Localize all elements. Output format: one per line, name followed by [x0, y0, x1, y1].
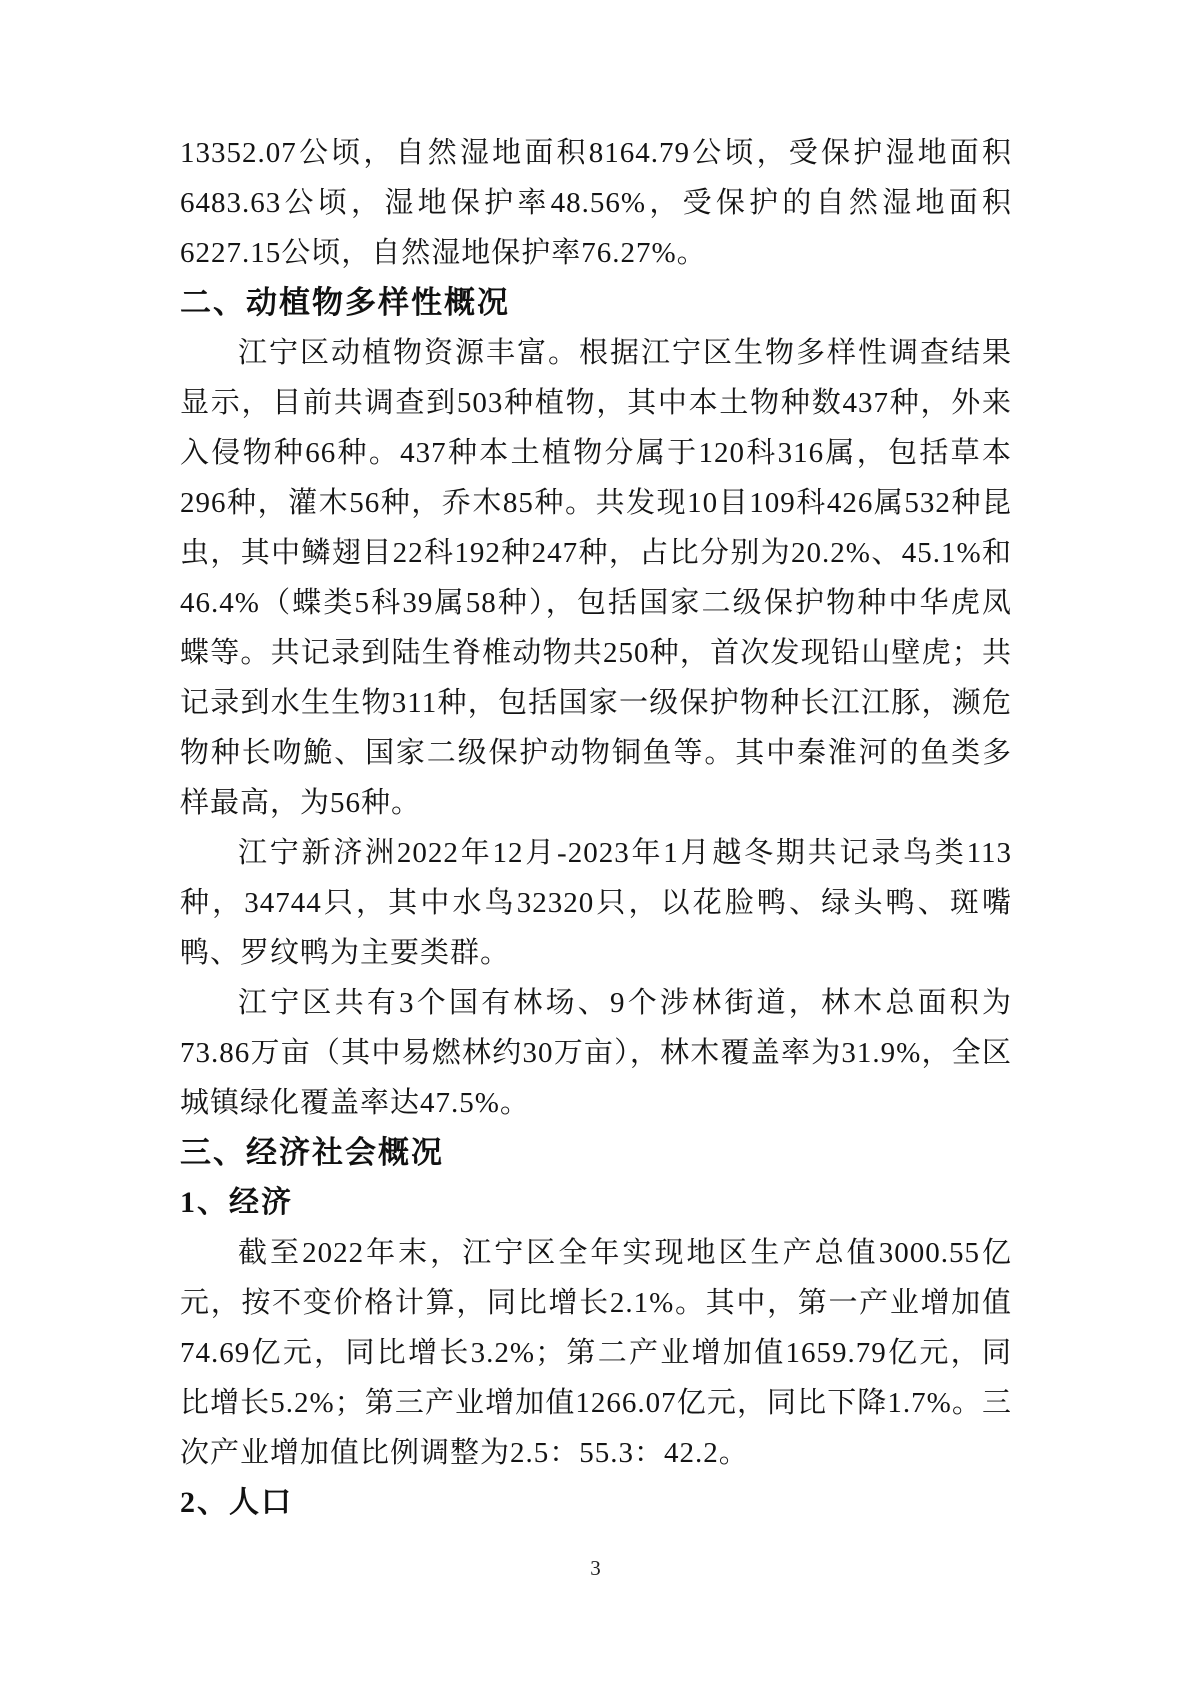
heading-economy: 1、经济 — [180, 1186, 293, 1219]
paragraph-biodiversity-survey: 江宁区动植物资源丰富。根据江宁区生物多样性调查结果显示，目前共调查到503种植物，其中本土物种数437种，外来入侵物种66种。437种本土植物分属于120科316属，包括草本296种，灌木56种，乔木85种。共发现10目109科426属532种昆虫，其中鳞翅目22科192种247种，占比分别为20.2%、45.1%和46.4%（蝶类5科39属58种），包括国家二级保护物种中华虎凤蝶等。共记录到陆生脊椎动物共250种，首次发现铅山壁虎；共记录到水生生物311种，包括国家一级保护物种长江江豚，濒危物种长吻鮠、国家二级保护动物铜鱼等。其中秦淮河的鱼类多样最高，为56种。 — [180, 337, 1012, 819]
document-content — [180, 128, 1012, 1528]
heading-population: 2、人口 — [180, 1486, 293, 1519]
paragraph-wetland-stats-continuation: 13352.07公顷，自然湿地面积8164.79公顷，受保护湿地面积6483.63公顷，湿地保护率48.56%，受保护的自然湿地面积6227.15公顷，自然湿地保护率76.27%。 — [180, 137, 1012, 269]
paragraph-forest-coverage: 江宁区共有3个国有林场、9个涉林街道，林木总面积为73.86万亩（其中易燃林约30万亩），林木覆盖率为31.9%，全区城镇绿化覆盖率达47.5%。 — [180, 987, 1012, 1119]
page-number: 3 — [590, 1556, 601, 1580]
heading-flora-fauna-diversity-overview: 二、动植物多样性概况 — [180, 285, 510, 320]
paragraph-wintering-birds: 江宁新济洲2022年12月-2023年1月越冬期共记录鸟类113种，34744只，其中水鸟32320只，以花脸鸭、绿头鸭、斑嘴鸭、罗纹鸭为主要类群。 — [180, 837, 1012, 969]
paragraph-gdp-statistics: 截至2022年末，江宁区全年实现地区生产总值3000.55亿元，按不变价格计算，同比增长2.1%。其中，第一产业增加值74.69亿元，同比增长3.2%；第二产业增加值1659.79亿元，同比增长5.2%；第三产业增加值1266.07亿元，同比下降1.7%。三次产业增加值比例调整为2.5：55.3：42.2。 — [180, 1237, 1012, 1469]
heading-economic-social-overview: 三、经济社会概况 — [180, 1135, 444, 1170]
page-footer — [0, 1556, 1191, 1581]
